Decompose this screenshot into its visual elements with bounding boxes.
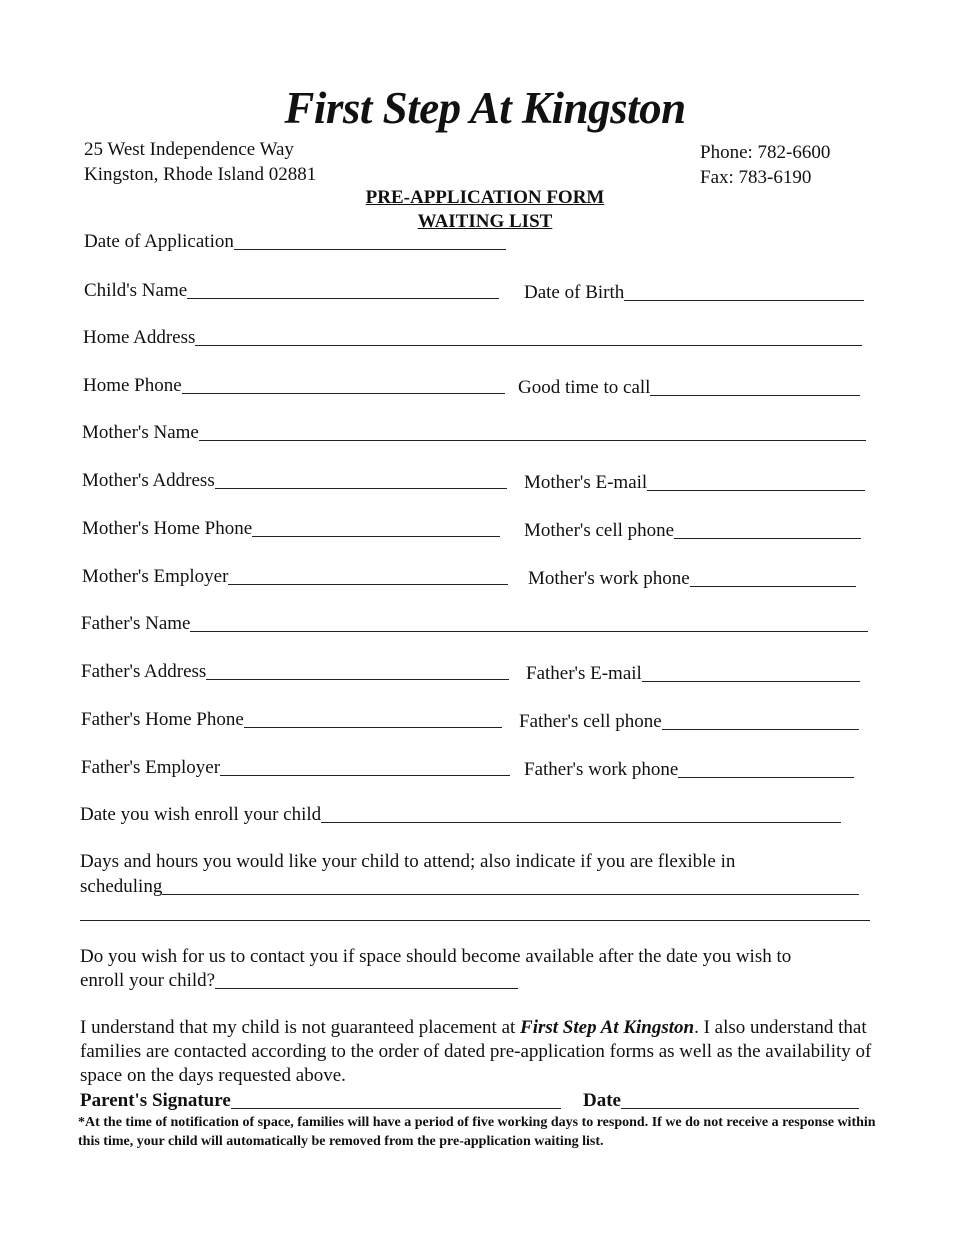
fathers-work-phone-field[interactable]	[678, 759, 854, 778]
fathers-address-row	[81, 661, 509, 683]
fathers-email-row	[526, 663, 860, 685]
mothers-home-phone-row	[82, 518, 500, 540]
enroll-date-field[interactable]	[321, 804, 841, 823]
days-hours-extra-field[interactable]	[80, 902, 870, 921]
home-phone-field[interactable]	[182, 375, 505, 394]
childs-name-label: Child's Name	[84, 280, 188, 301]
home-address-row	[83, 327, 862, 349]
fathers-name-label: Father's Name	[81, 613, 191, 634]
mothers-cell-phone-field[interactable]	[674, 520, 861, 539]
address-line-1: 25 West Independence Way	[84, 139, 294, 160]
days-hours-label-line2: scheduling	[80, 876, 163, 897]
days-hours-field[interactable]	[162, 876, 859, 895]
mothers-address-row	[82, 470, 507, 492]
school-title: First Step At Kingston	[284, 83, 686, 133]
contact-field-row	[80, 970, 518, 992]
contact-label-line2: enroll your child?	[80, 970, 216, 991]
mothers-employer-field[interactable]	[228, 566, 508, 585]
date-of-birth-row	[524, 282, 864, 304]
fathers-home-phone-label: Father's Home Phone	[81, 709, 244, 730]
agreement-paragraph	[80, 1016, 880, 1088]
school-address	[84, 137, 316, 187]
mothers-name-label: Mother's Name	[82, 422, 199, 443]
school-contact	[700, 140, 830, 190]
fathers-home-phone-row	[81, 709, 502, 731]
mothers-email-row	[524, 472, 865, 494]
fathers-address-field[interactable]	[206, 661, 509, 680]
fathers-email-label: Father's E-mail	[526, 663, 642, 684]
contact-question-row	[80, 946, 791, 968]
days-hours-question-row	[80, 851, 735, 873]
fathers-name-field[interactable]	[190, 613, 868, 632]
mothers-employer-row	[82, 566, 508, 588]
mothers-employer-label: Mother's Employer	[82, 566, 229, 587]
fathers-name-row	[81, 613, 868, 635]
signature-date-label: Date	[583, 1090, 621, 1111]
agreement-school-name: First Step At Kingston	[520, 1017, 695, 1038]
enroll-date-label: Date you wish enroll your child	[80, 804, 322, 825]
date-of-application-row	[84, 231, 506, 253]
form-subtitle: WAITING LIST	[417, 211, 553, 232]
fathers-cell-phone-field[interactable]	[662, 711, 859, 730]
agreement-text-2: . I also understand that families are contacted according to the order of dated pre-application forms as well as the availability of space on the days requested above.	[80, 1017, 872, 1086]
parent-signature-field[interactable]	[231, 1090, 561, 1109]
childs-name-field[interactable]	[187, 280, 499, 299]
mothers-address-label: Mother's Address	[82, 470, 215, 491]
parent-signature-label: Parent's Signature	[80, 1090, 231, 1111]
days-hours-field-row	[80, 876, 859, 898]
form-title-block	[0, 186, 970, 234]
fathers-work-phone-row	[524, 759, 854, 781]
date-of-birth-label: Date of Birth	[524, 282, 625, 303]
enroll-date-row	[80, 804, 841, 826]
phone-number: Phone: 782-6600	[700, 142, 831, 163]
good-time-field[interactable]	[650, 377, 860, 396]
fathers-work-phone-label: Father's work phone	[524, 759, 679, 780]
parent-signature-row	[80, 1090, 561, 1112]
fathers-employer-row	[81, 757, 510, 779]
fathers-email-field[interactable]	[642, 663, 860, 682]
fathers-cell-phone-label: Father's cell phone	[519, 711, 662, 732]
date-of-application-label: Date of Application	[84, 231, 234, 252]
mothers-home-phone-label: Mother's Home Phone	[82, 518, 253, 539]
fax-number: Fax: 783-6190	[700, 167, 812, 188]
home-phone-label: Home Phone	[83, 375, 182, 396]
mothers-work-phone-row	[528, 568, 856, 590]
fathers-cell-phone-row	[519, 711, 859, 733]
mothers-name-row	[82, 422, 866, 444]
mothers-work-phone-field[interactable]	[690, 568, 856, 587]
mothers-home-phone-field[interactable]	[252, 518, 500, 537]
days-hours-extra-row	[80, 902, 870, 924]
date-of-application-field[interactable]	[234, 231, 506, 250]
contact-label-line1: Do you wish for us to contact you if space should become available after the date you wish to	[80, 946, 792, 967]
good-time-label: Good time to call	[518, 377, 651, 398]
fathers-address-label: Father's Address	[81, 661, 207, 682]
agreement-text-1: I understand that my child is not guaranteed placement at	[80, 1017, 521, 1038]
mothers-cell-phone-row	[524, 520, 861, 542]
mothers-work-phone-label: Mother's work phone	[528, 568, 690, 589]
mothers-email-label: Mother's E-mail	[524, 472, 648, 493]
good-time-row	[518, 377, 860, 399]
fathers-employer-label: Father's Employer	[81, 757, 221, 778]
mothers-cell-phone-label: Mother's cell phone	[524, 520, 675, 541]
form-title: PRE-APPLICATION FORM	[365, 187, 605, 208]
home-address-label: Home Address	[83, 327, 196, 348]
fathers-employer-field[interactable]	[220, 757, 510, 776]
fathers-home-phone-field[interactable]	[244, 709, 502, 728]
days-hours-label-line1: Days and hours you would like your child to attend; also indicate if you are flexible in	[80, 851, 736, 872]
date-of-birth-field[interactable]	[624, 282, 864, 301]
address-line-2: Kingston, Rhode Island 02881	[84, 164, 317, 185]
childs-name-row	[84, 280, 499, 302]
contact-field[interactable]	[215, 970, 518, 989]
home-phone-row	[83, 375, 505, 397]
footnote: *At the time of notification of space, families will have a period of five working days to respond. If we do not receive a response within this time, your child will automatically be removed from the pre-application waiting list.	[78, 1115, 876, 1149]
home-address-field[interactable]	[195, 327, 862, 346]
signature-date-field[interactable]	[621, 1090, 859, 1109]
signature-date-row	[583, 1090, 859, 1112]
mothers-address-field[interactable]	[215, 470, 507, 489]
mothers-name-field[interactable]	[199, 422, 866, 441]
mothers-email-field[interactable]	[647, 472, 865, 491]
